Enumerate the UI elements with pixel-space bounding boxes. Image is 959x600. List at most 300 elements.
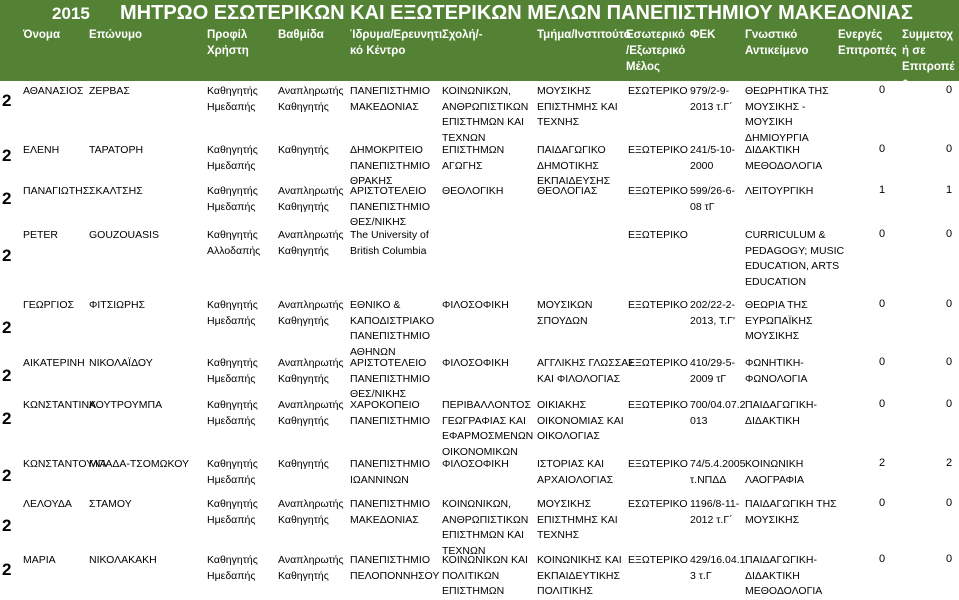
cell-fek-line: 1196/8-11- [690,498,740,510]
cell-rank-line: Αναπληρωτής [278,185,344,197]
cell-school-line: ΕΠΙΣΤΗΜΩΝ ΚΑΙ [442,116,525,128]
cell-field-line: ΦΩΝΗΤΙΚΗ- [745,357,804,369]
cell-institution-line: ΠΑΝΕΠΙΣΤΗΜΙΟ [350,414,430,427]
cell-institution[interactable] [350,143,430,190]
cell-department-line: ΘΕΟΛΟΓΙΑΣ [537,185,598,197]
cell-profile[interactable] [207,184,258,215]
cell-department-line: ΕΚΠΑΙΔΕΥΤΙΚΗΣ [537,569,620,582]
cell-profile-line: Ημεδαπής [207,569,256,582]
cell-school[interactable] [442,184,503,200]
cell-school[interactable] [442,497,528,559]
cell-field-line: ΜΕΘΟΔΟΛΟΓΙΑ [745,585,823,597]
cell-last-name[interactable] [89,356,153,372]
cell-fek-line: 08 τΓ [690,200,715,213]
cell-last-name[interactable] [89,457,189,473]
cell-profile-line: Καθηγητής [207,498,258,510]
cell-member-type-line: ΕΞΩΤΕΡΙΚΟ [628,229,688,241]
cell-first-name-line: PETER [23,229,59,241]
cell-member-type[interactable] [628,398,688,414]
cell-department[interactable] [537,497,618,544]
cell-profile[interactable] [207,398,258,429]
cell-profile-line: Ημεδαπής [207,414,256,427]
header-rank[interactable] [278,27,324,43]
cell-profile[interactable] [207,356,258,387]
cell-school-line: ΕΦΑΡΜΟΣΜΕΝΩΝ [442,430,534,442]
cell-active-committees[interactable]: 0 [879,228,886,240]
header-institution-line: κό Κέντρο [350,45,406,57]
cell-active-committees[interactable]: 0 [879,298,886,310]
cell-fek-line: 2000 [690,159,714,172]
cell-fek[interactable] [690,553,745,584]
cell-department-line: ΣΠΟΥΔΩΝ [537,314,588,327]
cell-institution-line: ΑΡΙΣΤΟΤΕΛΕΙΟ [350,185,427,197]
cell-committee-participation[interactable]: 0 [946,228,953,240]
page-title: ΜΗΤΡΩΟ ΕΣΩΤΕΡΙΚΩΝ ΚΑΙ ΕΞΩΤΕΡΙΚΩΝ ΜΕΛΩΝ ΠΑΝΕΠΙΣΤΗΜΙΟΥ ΜΑΚΕΔΟΝΙΑΣ [120,2,913,24]
cell-field[interactable] [745,398,817,429]
cell-department[interactable] [537,356,635,387]
cell-active-committees[interactable]: 0 [879,398,886,410]
cell-last-name[interactable] [89,228,159,244]
cell-member-type-line: ΕΞΩΤΕΡΙΚΟ [628,458,688,470]
row-group-id: 2 [2,516,12,535]
cell-institution-line: British Columbia [350,244,427,257]
cell-institution-line: ΠΑΝΕΠΙΣΤΗΜΙΟ [350,159,430,172]
cell-committee-participation[interactable]: 0 [946,497,953,509]
cell-fek-line: 3 τ.Γ [690,569,712,582]
cell-rank-line: Καθηγητής [278,244,329,257]
cell-last-name[interactable] [89,298,145,314]
row-group-id: 2 [2,409,12,428]
cell-first-name[interactable] [23,298,74,314]
cell-profile-line: Καθηγητής [207,85,258,97]
cell-member-type-line: ΕΞΩΤΕΡΙΚΟ [628,299,688,311]
cell-profile-line: Καθηγητής [207,357,258,369]
cell-field-line: EDUCATION [745,275,807,288]
cell-profile-line: Καθηγητής [207,299,258,311]
cell-first-name-line: ΓΕΩΡΓΙΟΣ [23,299,74,311]
cell-committee-participation[interactable]: 0 [946,298,953,310]
cell-committee-participation[interactable]: 0 [946,143,953,155]
cell-rank[interactable] [278,143,329,159]
cell-school[interactable] [442,84,528,146]
header-department-label: Τμήμα/Ινστιτούτο [537,29,631,41]
cell-rank[interactable] [278,356,344,387]
cell-fek-line: τ.ΝΠΔΔ [690,473,727,486]
header-active-line: Επιτροπές [838,45,897,57]
cell-profile-line: Ημεδαπής [207,314,256,327]
cell-rank[interactable] [278,497,344,528]
cell-department-line: ΕΠΙΣΤΗΜΗΣ ΚΑΙ [537,100,618,113]
cell-first-name[interactable] [23,228,58,244]
cell-fek[interactable] [690,497,739,528]
cell-school[interactable] [442,143,504,174]
header-school-label: Σχολή/- [442,29,483,41]
cell-member-type-line: ΕΞΩΤΕΡΙΚΟ [628,399,688,411]
cell-field-line: ΠΑΙΔΑΓΩΓΙΚΗ- [745,399,817,411]
cell-first-name-line: ΚΩΝΣΤΑΝΤΟΥΛΑ [23,458,107,470]
cell-department-line: ΤΕΧΝΗΣ [537,529,580,541]
cell-field[interactable] [745,497,837,528]
cell-last-name[interactable] [89,84,130,100]
cell-department-line: ΕΠΙΣΤΗΜΗΣ ΚΑΙ [537,513,618,526]
cell-field-line: ΕΥΡΩΠΑΪΚΗΣ [745,314,813,327]
cell-department-line: ΟΙΚΟΛΟΓΙΑΣ [537,430,600,442]
cell-member-type[interactable] [628,143,688,159]
cell-profile[interactable] [207,298,258,329]
cell-fek-line: 2012 τ.Γ΄ [690,513,733,526]
cell-department-line: ΜΟΥΣΙΚΗΣ [537,85,592,97]
cell-fek[interactable] [690,356,735,387]
cell-committee-participation[interactable]: 0 [946,398,953,410]
cell-department-line: ΟΙΚΟΝΟΜΙΑΣ ΚΑΙ [537,414,624,427]
cell-fek[interactable] [690,84,733,115]
cell-institution-line: ΠΑΝΕΠΙΣΤΗΜΙΟ [350,330,430,342]
header-rank-label: Βαθμίδα [278,29,324,41]
cell-first-name-line: ΠΑΝΑΓΙΩΤΗΣ [23,185,90,197]
cell-last-name-line: ΚΟΥΤΡΟΥΜΠΑ [89,399,163,411]
cell-active-committees[interactable]: 0 [879,497,886,509]
cell-field[interactable] [745,356,807,387]
cell-active-committees[interactable]: 0 [879,553,886,565]
cell-profile-line: Ημεδαπής [207,473,256,486]
cell-institution[interactable] [350,356,430,403]
cell-first-name[interactable] [23,398,96,414]
cell-institution-line: ΕΘΝΙΚΟ & [350,299,401,311]
header-active-committees[interactable] [838,27,897,59]
cell-profile-line: Ημεδαπής [207,159,256,172]
cell-institution[interactable] [350,184,430,231]
cell-committee-participation[interactable]: 0 [946,84,953,96]
cell-fek[interactable] [690,457,745,488]
cell-school-line: ΦΙΛΟΣΟΦΙΚΗ [442,299,509,311]
header-last-name-label: Επώνυμο [89,29,143,41]
cell-fek-line: 410/29-5- [690,357,735,369]
header-member-type-line: Εσωτερικό [626,29,685,41]
cell-last-name[interactable] [89,398,162,414]
cell-fek-line: 241/5-10- [690,144,735,156]
header-profile-line: Προφίλ [207,29,248,41]
header-field-line: Αντικείμενο [745,45,809,57]
cell-first-name-line: ΑΙΚΑΤΕΡΙΝΗ [23,357,85,369]
header-field-line: Γνωστικό [745,29,798,41]
cell-first-name-line: ΜΑΡΙΑ [23,554,56,566]
cell-member-type[interactable] [628,298,688,314]
header-participation-line: ή σε [902,45,926,57]
cell-school[interactable] [442,298,509,314]
row-group-id: 2 [2,146,12,165]
cell-department-line: ΜΟΥΣΙΚΗΣ [537,498,592,510]
cell-field-line: ΜΟΥΣΙΚΗΣ [745,330,800,342]
cell-member-type-line: ΕΞΩΤΕΡΙΚΟ [628,554,688,566]
row-group-id: 2 [2,189,12,208]
cell-active-committees[interactable]: 0 [879,84,886,96]
cell-field-line: CURRICULUM & [745,229,826,241]
cell-rank-line: Καθηγητής [278,144,329,156]
cell-fek-line: 429/16.04.1 [690,554,746,566]
cell-institution[interactable] [350,398,430,429]
cell-institution-line: The University of [350,229,429,241]
header-first-name-label: Όνομα [23,29,61,41]
cell-school-line: ΚΟΙΝΩΝΙΚΩΝ ΚΑΙ [442,554,528,566]
cell-institution-line: ΚΑΠΟΔΙΣΤΡΙΑΚΟ [350,314,435,327]
cell-institution-line: ΜΑΚΕΔΟΝΙΑΣ [350,100,419,113]
cell-field-line: ΜΟΥΣΙΚΗΣ - [745,100,806,113]
cell-profile-line: Καθηγητής [207,229,258,241]
cell-rank-line: Αναπληρωτής [278,85,344,97]
cell-profile[interactable] [207,228,260,259]
cell-department[interactable] [537,84,618,131]
cell-member-type[interactable] [628,356,688,372]
cell-school[interactable] [442,457,509,473]
cell-department-line: ΔΗΜΟΤΙΚΗΣ [537,159,599,172]
cell-field-line: ΘΕΩΡΗΤΙΚΑ ΤΗΣ [745,85,829,97]
cell-first-name[interactable] [23,497,72,513]
cell-department-line: ΕΚΠΑΙΔΕΥΣΗΣ [537,175,611,187]
cell-member-type-line: ΕΞΩΤΕΡΙΚΟ [628,185,688,197]
cell-last-name[interactable] [89,143,143,159]
cell-active-committees[interactable]: 2 [879,457,886,469]
cell-field-line: ΛΕΙΤΟΥΡΓΙΚΗ [745,185,814,197]
cell-fek-line: 979/2-9- [690,85,730,97]
cell-profile[interactable] [207,84,258,115]
cell-department[interactable] [537,398,624,445]
cell-field-line: ΚΟΙΝΩΝΙΚΗ [745,458,804,470]
cell-committee-participation[interactable]: 1 [946,184,953,196]
cell-profile[interactable] [207,457,258,488]
cell-department[interactable] [537,457,613,488]
cell-profile-line: Καθηγητής [207,458,258,470]
cell-field[interactable] [745,553,822,600]
cell-school-line: ΤΕΧΝΩΝ [442,131,486,144]
cell-first-name[interactable] [23,84,83,100]
header-profile-line: Χρήστη [207,45,249,57]
header-participation-line: ς [902,77,908,89]
cell-school-line: ΑΓΩΓΗΣ [442,159,483,172]
cell-field-line: ΔΙΔΑΚΤΙΚΗ [745,569,800,582]
cell-rank[interactable] [278,398,344,429]
cell-institution[interactable] [350,298,434,360]
header-last-name[interactable] [89,27,142,43]
cell-active-committees[interactable]: 0 [879,356,886,368]
header-fek-label: ΦΕΚ [690,29,716,41]
cell-last-name[interactable] [89,553,157,569]
cell-active-committees[interactable]: 0 [879,143,886,155]
header-member-type[interactable] [626,27,685,75]
cell-rank-line: Καθηγητής [278,414,329,427]
row-group-id: 2 [2,560,12,579]
cell-department-line: ΠΑΙΔΑΓΩΓΙΚΟ [537,144,606,156]
cell-profile-line: Ημεδαπής [207,100,256,113]
cell-rank[interactable] [278,228,344,259]
cell-last-name-line: ΣΤΑΜΟΥ [89,498,132,510]
cell-school-line: ΠΟΛΙΤΙΚΩΝ [442,569,500,582]
cell-school-line: ΕΠΙΣΤΗΜΩΝ ΚΑΙ [442,529,525,541]
cell-field-line: EDUCATION, ARTS [745,260,840,272]
cell-rank-line: Καθηγητής [278,569,329,582]
cell-last-name-line: ΜΠΑΔΑ-ΤΣΟΜΩΚΟΥ [89,458,190,470]
cell-rank-line: Καθηγητής [278,314,329,327]
cell-school-line: ΘΕΟΛΟΓΙΚΗ [442,185,504,197]
cell-rank-line: Αναπληρωτής [278,299,344,311]
cell-committee-participation[interactable]: 0 [946,553,953,565]
cell-institution-line: ΠΑΝΕΠΙΣΤΗΜΙΟ [350,372,430,385]
cell-member-type-line: ΕΞΩΤΕΡΙΚΟ [628,144,688,156]
cell-school[interactable] [442,356,509,372]
cell-institution-line: ΘΡΑΚΗΣ [350,175,393,187]
cell-first-name[interactable] [23,143,59,159]
cell-member-type-line: ΕΣΩΤΕΡΙΚΟ [628,85,688,97]
header-fek[interactable] [690,27,715,43]
cell-rank[interactable] [278,84,344,115]
cell-first-name[interactable] [23,356,85,372]
cell-rank[interactable] [278,298,344,329]
cell-fek-line: 2013, Τ.Γ' [690,314,735,327]
cell-member-type[interactable] [628,84,688,100]
cell-fek-line: 599/26-6- [690,185,735,197]
cell-field[interactable] [745,228,844,290]
cell-field[interactable] [745,298,812,345]
row-group-id: 2 [2,366,12,385]
cell-school[interactable] [442,553,528,600]
header-first-name[interactable] [23,27,60,43]
row-group-id: 2 [2,246,12,265]
cell-department-line: ΤΕΧΝΗΣ [537,116,580,128]
cell-profile-line: Καθηγητής [207,144,258,156]
cell-last-name-line: ΦΙΤΣΙΩΡΗΣ [89,299,146,311]
cell-rank[interactable] [278,553,344,584]
cell-rank[interactable] [278,457,329,473]
cell-member-type[interactable] [628,553,688,569]
cell-fek-line: 700/04.07.2 [690,399,746,411]
row-group-id: 2 [2,318,12,337]
cell-committee-participation[interactable]: 0 [946,356,953,368]
cell-field[interactable] [745,143,822,174]
cell-school-line: ΓΕΩΓΡΑΦΙΑΣ ΚΑΙ [442,414,526,427]
cell-fek[interactable] [690,398,745,429]
cell-school-line: ΚΟΙΝΩΝΙΚΩΝ, [442,498,512,510]
cell-institution[interactable] [350,553,439,584]
cell-rank[interactable] [278,184,344,215]
cell-last-name[interactable] [89,184,143,200]
cell-rank-line: Αναπληρωτής [278,357,344,369]
cell-rank-line: Καθηγητής [278,372,329,385]
cell-profile[interactable] [207,553,258,584]
cell-department[interactable] [537,143,610,190]
cell-school-line: ΦΙΛΟΣΟΦΙΚΗ [442,357,509,369]
header-institution[interactable] [350,27,442,59]
header-department[interactable] [537,27,631,43]
cell-rank-line: Αναπληρωτής [278,229,344,241]
cell-field[interactable] [745,457,804,488]
cell-field-line: ΦΩΝΟΛΟΓΙΑ [745,372,808,385]
header-committee-participation[interactable] [902,27,955,91]
row-group-id: 2 [2,91,12,110]
cell-institution-line: ΠΑΝΕΠΙΣΤΗΜΙΟ [350,200,430,213]
cell-institution[interactable] [350,228,429,259]
cell-profile[interactable] [207,497,258,528]
cell-field-line: ΜΟΥΣΙΚΗΣ [745,513,800,526]
cell-department[interactable] [537,553,622,600]
cell-field[interactable] [745,184,813,200]
cell-field[interactable] [745,84,829,146]
header-active-line: Ενεργές [838,29,883,41]
cell-profile-line: Ημεδαπής [207,372,256,385]
cell-profile-line: Ημεδαπής [207,513,256,526]
cell-fek[interactable] [690,184,735,215]
cell-committee-participation[interactable]: 2 [946,457,953,469]
cell-rank-line: Καθηγητής [278,458,329,470]
cell-member-type[interactable] [628,228,688,244]
cell-institution[interactable] [350,84,430,115]
title-year: 2015 [52,4,90,23]
cell-first-name[interactable] [23,184,89,200]
cell-institution-line: ΔΗΜΟΚΡΙΤΕΙΟ [350,144,423,156]
cell-member-type[interactable] [628,457,688,473]
row-group-id: 2 [2,466,12,485]
cell-profile[interactable] [207,143,258,174]
cell-profile-line: Καθηγητής [207,554,258,566]
cell-field-line: PEDAGOGY; MUSIC [745,244,845,257]
cell-department-line: ΑΓΓΛΙΚΗΣ ΓΛΩΣΣΑΣ [537,357,635,369]
cell-department-line: ΠΟΛΙΤΙΚΗΣ [537,585,593,597]
cell-fek-line: 2009 τΓ [690,372,727,385]
cell-school-line: ΠΕΡΙΒΑΛΛΟΝΤΟΣ [442,399,531,411]
cell-field-line: ΘΕΩΡΙΑ ΤΗΣ [745,299,808,311]
cell-last-name-line: ΖΕΡΒΑΣ [89,85,130,97]
cell-institution[interactable] [350,457,430,488]
cell-institution-line: ΠΑΝΕΠΙΣΤΗΜΙΟ [350,498,430,510]
header-field[interactable] [745,27,809,59]
cell-last-name-line: ΣΚΑΛΤΣΗΣ [89,185,143,197]
header-participation-line: Συμμετοχ [902,29,954,41]
header-participation-line: Επιτροπέ [902,61,955,73]
cell-fek-line: 013 [690,414,708,427]
cell-member-type[interactable] [628,497,688,513]
cell-member-type[interactable] [628,184,688,200]
header-school[interactable] [442,27,483,43]
cell-first-name[interactable] [23,553,56,569]
cell-profile-line: Ημεδαπής [207,200,256,213]
cell-fek-line: 2013 τ.Γ΄ [690,100,733,113]
cell-department[interactable] [537,184,597,200]
cell-institution-line: ΘΕΣ/ΝΙΚΗΣ [350,388,407,400]
cell-rank-line: Καθηγητής [278,200,329,213]
cell-institution-line: ΠΑΝΕΠΙΣΤΗΜΙΟ [350,85,430,97]
cell-active-committees[interactable]: 1 [879,184,886,196]
cell-first-name-line: ΑΘΑΝΑΣΙΟΣ [23,85,84,97]
cell-school[interactable] [442,398,533,460]
cell-school-line: ΦΙΛΟΣΟΦΙΚΗ [442,458,509,470]
cell-department[interactable] [537,298,592,329]
cell-last-name[interactable] [89,497,132,513]
cell-fek[interactable] [690,143,735,174]
header-profile[interactable] [207,27,249,59]
cell-field-line: ΠΑΙΔΑΓΩΓΙΚΗ- [745,554,817,566]
cell-institution[interactable] [350,497,430,528]
cell-school-line: ΕΠΙΣΤΗΜΩΝ [442,585,505,597]
cell-school-line: ΑΝΘΡΩΠΙΣΤΙΚΩΝ [442,100,529,113]
cell-last-name-line: GOUZOUASIS [89,229,160,241]
cell-fek[interactable] [690,298,735,329]
cell-field-line: ΔΗΜΙΟΥΡΓΙΑ [745,131,809,144]
cell-school-line: ΕΠΙΣΤΗΜΩΝ [442,144,505,156]
cell-first-name-line: ΛΕΛΟΥΔΑ [23,498,72,510]
header-institution-line: Ίδρυμα/Ερευνητι [350,29,443,41]
cell-institution-line: ΠΑΝΕΠΙΣΤΗΜΙΟ [350,458,430,470]
cell-profile-line: Αλλοδαπής [207,244,261,257]
cell-rank-line: Αναπληρωτής [278,399,344,411]
cell-profile-line: Καθηγητής [207,185,258,197]
